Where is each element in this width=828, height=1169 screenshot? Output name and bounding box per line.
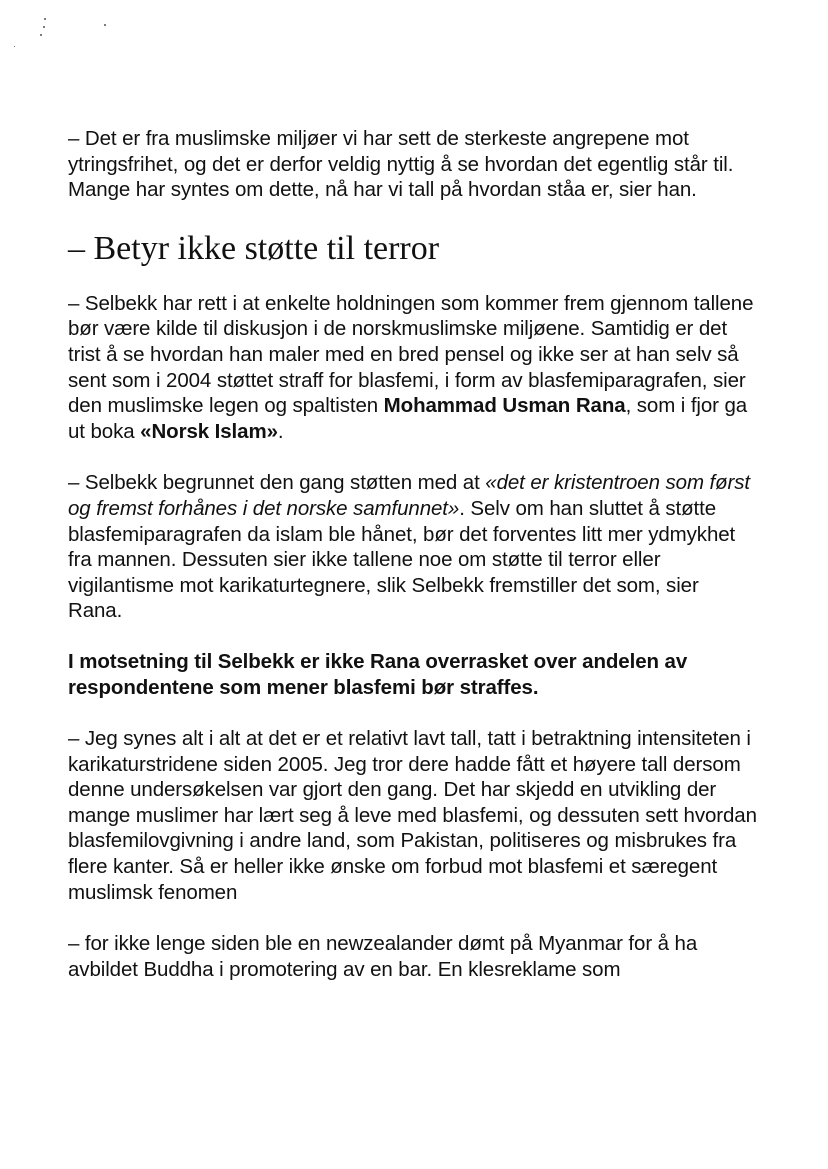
paragraph-bold-lead: I motsetning til Selbekk er ikke Rana overrasket over andelen av respondentene som mener blasfemi bør straffes. [68, 649, 688, 699]
paragraph-text: – Selbekk begrunnet den gang støtten med at [68, 471, 486, 495]
italic-quote: «det er kristentroen som først og fremst forhånes i det norske samfunnet» [68, 471, 751, 520]
book-title: «Norsk Islam» [140, 419, 278, 443]
article-body [68, 126, 758, 982]
paragraph-selbekk-quote [68, 470, 758, 624]
paragraph-text: . Selv om han sluttet å støtte blasfemiparagrafen da islam ble hånet, bør det forventes litt mer ydmykhet fra mannen. Dessuten sier ikke tallene noe om støtte til terror eller vigilantisme mot karikaturtegnere, slik Selbekk fremstiller det som, sier Rana. [68, 496, 736, 623]
paragraph-intro: – Det er fra muslimske miljøer vi har sett de sterkeste angrepene mot ytringsfrihet, og det er derfor veldig nyttig å se hvordan det egentlig står til. Mange har syntes om dette, nå har vi tall på hvordan ståa er, sier han. [68, 127, 734, 202]
section-heading: – Betyr ikke støtte til terror [68, 229, 440, 267]
paragraph-text: , som i fjor ga ut boka [68, 394, 748, 443]
paragraph-text: – Selbekk har rett i at enkelte holdningen som kommer frem gjennom tallene bør være kilde til diskusjon i de norskmuslimske miljøene. Samtidig er det trist å se hvordan han maler med en bred pensel og ikke ser at han selv så sent som i 2004 støttet straff for blasfemi, i form av blasfemiparagrafen, sier den muslimske legen og spaltisten [68, 291, 754, 418]
paragraph-continuation: – for ikke lenge siden ble en newzealander dømt på Myanmar for å ha avbildet Buddha i promotering av en bar. En klesreklame som [68, 932, 698, 981]
person-name: Mohammad Usman Rana [383, 394, 626, 418]
paragraph-text: . [277, 419, 284, 443]
paragraph-rana-response [68, 291, 758, 445]
paragraph-rana-quote: – Jeg synes alt i alt at det er et relativt lavt tall, tatt i betraktning intensiteten i karikaturstridene siden 2005. Jeg tror dere hadde fått et høyere tall dersom denne undersøkelsen var gjort den gang. Det har skjedd en utvikling der mange muslimer har lært seg å leve med blasfemi, og dessuten sett hvordan blasfemilovgivning i andre land, som Pakistan, politiseres og misbrukes fra flere kanter. Så er heller ikke ønske om forbud mot blasfemi et særegent muslimsk fenomen [68, 727, 757, 904]
